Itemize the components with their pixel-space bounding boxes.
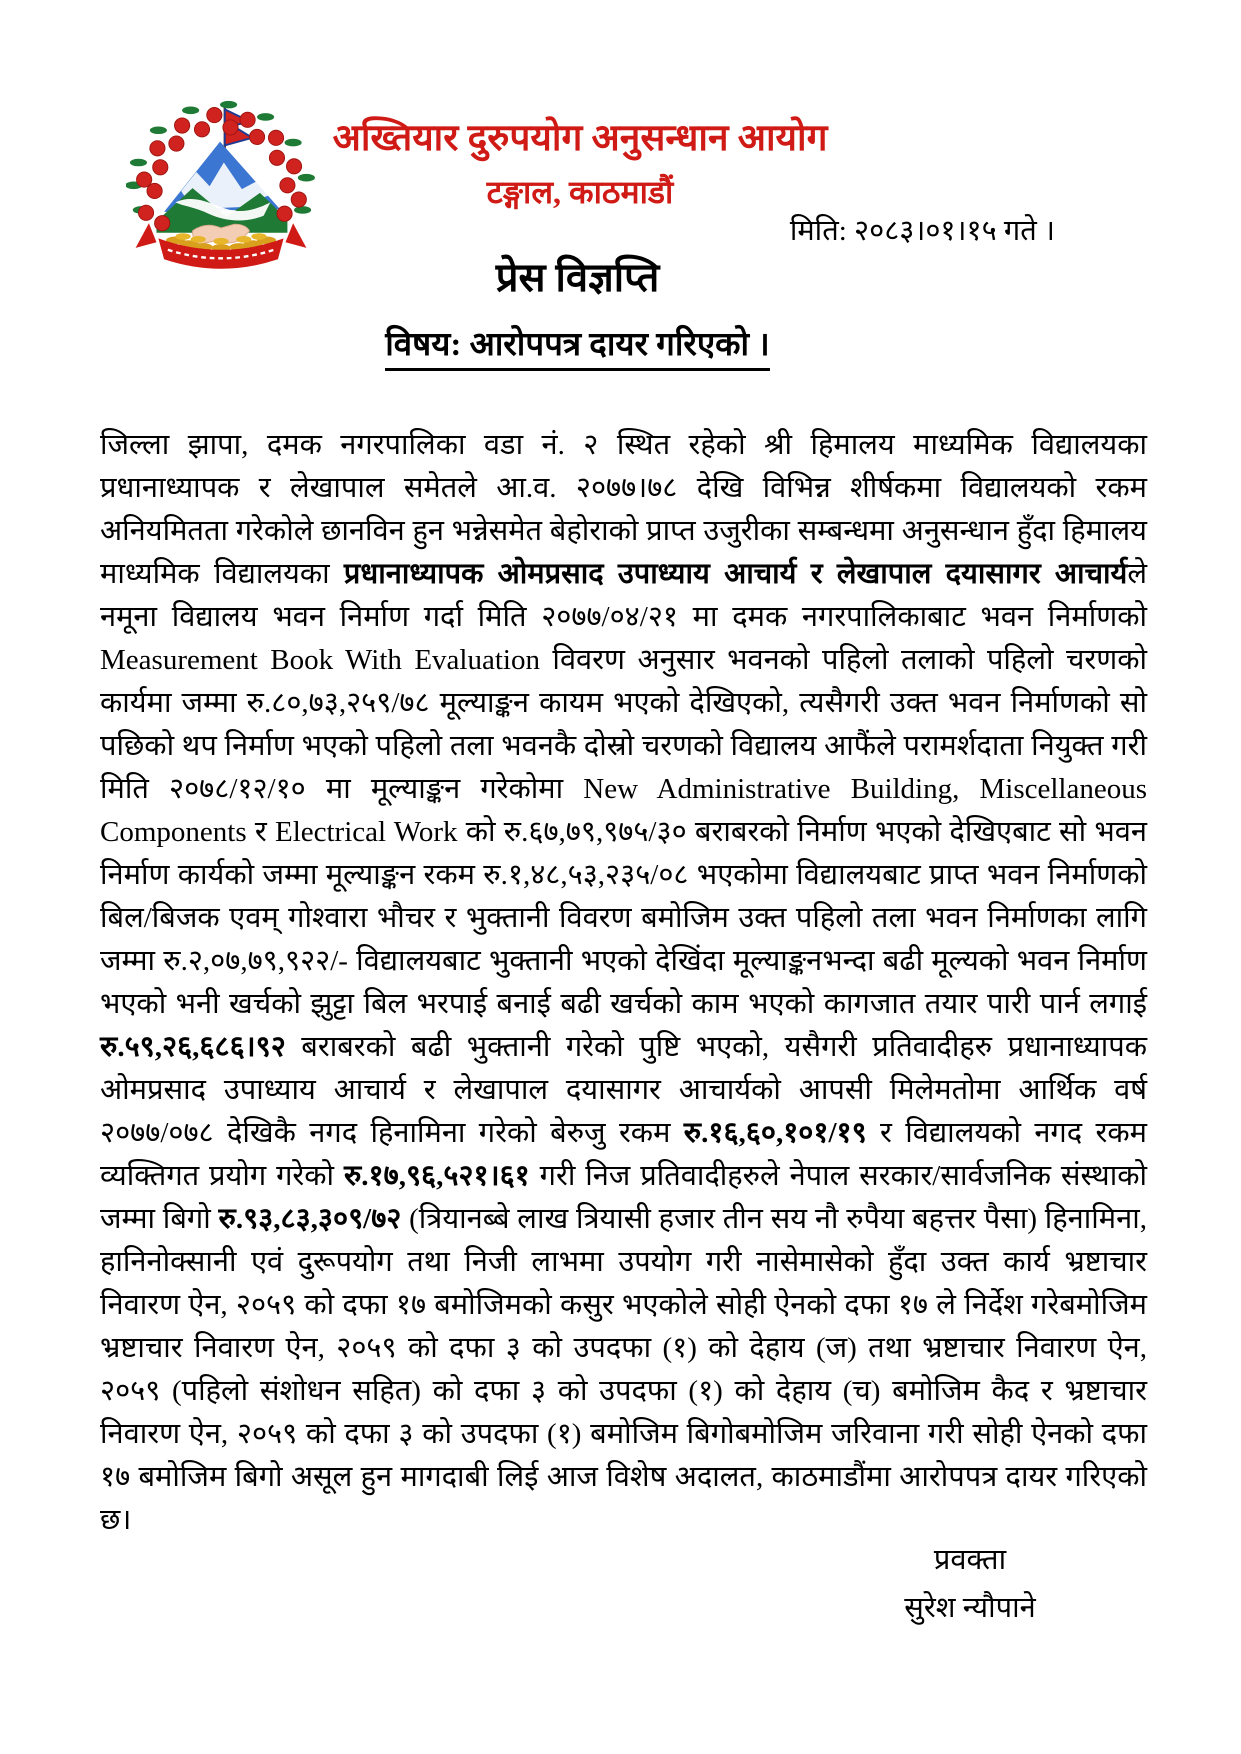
body-segment: (त्रियानब्बे लाख त्रियासी हजार तीन सय नौ रुपैया बहत्तर पैसा) हिनामिना, हानिनोक्सानी एवं दुरूपयोग तथा निजी लाभमा उपयोग गरी नासेमासेको हुँदा उक्त कार्य भ्रष्टाचार निवारण ऐन, २०५९ को दफा १७ बमोजिमको कसुर भएकोले सोही ऐनको दफा १७ ले निर्देश गरेबमोजिम भ्रष्टाचार निवारण ऐन, २०५९ को दफा ३ को उपदफा (१) को देहाय (ज) तथा भ्रष्टाचार निवारण ऐन, २०५९ (पहिलो संशोधन सहित) को दफा ३ को उपदफा (१) को देहाय (च) बमोजिम कैद र भ्रष्टाचार निवारण ऐन, २०५९ को दफा ३ को उपदफा (१) बमोजिम बिगोबमोजिम जरिवाना गरी सोही ऐनको दफा १७ बमोजिम बिगो असूल हुन मागदाबी लिई आज विशेष अदालत, काठमाडौंमा आरोपपत्र दायर गरिएको छ। [100,1203,1147,1536]
date-line: मिति: २०८३।०१।१५ गते । [789,215,1055,247]
body-segment-bold-personal-use-amount: रु.१७,९६,५२१।६१ [343,1160,530,1192]
body-segment: ले नमूना विद्यालय भवन निर्माण गर्दा मिति २०७७/०४/२१ मा दमक नगरपालिकाबाट भवन निर्माणको Measurement Book With Evaluation विवरण अनुसार भवनको पहिलो तलाको पहिलो चरणको कार्यमा जम्मा रु.८०,७३,२५९/७८ मूल्याङ्कन कायम भएको देखिएको, त्यसैगरी उक्त भवन निर्माणको सो पछिको थप निर्माण भएको पहिलो तला भवनकै दोस्रो चरणको विद्यालय आफैंले परामर्शदाता नियुक्त गरी मिति २०७८/१२/१० मा मूल्याङ्कन गरेकोमा New Administrative Building, Miscellaneous Components र Electrical Work को रु.६७,७९,९७५/३० बराबरको निर्माण भएको देखिएबाट सो भवन निर्माण कार्यको जम्मा मूल्याङ्कन रकम रु.१,४८,५३,२३५/०८ भएकोमा विद्यालयबाट प्राप्त भवन निर्माणको बिल/बिजक एवम् गोश्वारा भौचर र भुक्तानी विवरण बमोजिम उक्त पहिलो तला भवन निर्माणका लागि जम्मा रु.२,०७,७९,९२२/- विद्यालयबाट भुक्तानी भएको देखिंदा मूल्याङ्कनभन्दा बढी मूल्यको भवन निर्माण भएको भनी खर्चको झुट्टा बिल भरपाई बनाई बढी खर्चको काम भएको कागजात तयार पारी पार्न लगाई [100,558,1147,1020]
body-segment: बराबरको बढी भुक्तानी गरेको पुष्टि भएको, यसैगरी प्रतिवादीहरु प्रधानाध्यापक ओमप्रसाद उपाध्याय आचार्य र लेखापाल दयासागर आचार्यको आपसी मिलेमतोमा आर्थिक वर्ष २०७७/०७८ देखिकै नगद हिनामिना गरेको बेरुजु रकम [100,1031,1147,1149]
body-segment-bold-arrears-amount: रु.१६,६०,१०१/१९ [683,1117,867,1149]
page-title: प्रेस विज्ञप्ति [495,255,660,300]
body-segment-bold-accused-names: प्रधानाध्यापक ओमप्रसाद उपाध्याय आचार्य र लेखापाल दयासागर आचार्य [343,558,1128,590]
body-paragraph [100,424,1147,1542]
org-name: अख्तियार दुरुपयोग अनुसन्धान आयोग [332,118,828,159]
org-address: टङ्गाल, काठमाडौं [486,174,674,210]
signature-block [860,1536,1080,1632]
body-segment: गरी निज प्रतिवादीहरुले नेपाल सरकार/सार्वजनिक संस्थाको जम्मा बिगो [100,1160,1147,1235]
signatory-name: सुरेश न्यौपाने [904,1592,1036,1624]
body-segment: र विद्यालयको नगद रकम व्यक्तिगत प्रयोग गरेको [100,1117,1147,1192]
body-segment-bold-excess-payment-amount: रु.५९,२६,६८६।९२ [100,1031,286,1063]
signatory-role: प्रवक्ता [933,1544,1007,1576]
subject-line [0,320,1155,371]
subject-text: विषय: आरोपपत्र दायर गरिएको । [385,320,770,371]
body-segment: जिल्ला झापा, दमक नगरपालिका वडा नं. २ स्थित रहेको श्री हिमालय माध्यमिक विद्यालयका प्रधानाध्यापक र लेखापाल समेतले आ.व. २०७७।७८ देखि विभिन्न शीर्षकमा विद्यालयको रकम अनियमितता गरेकोले छानविन हुन भन्नेसमेत बेहोराको प्राप्त उजुरीका सम्बन्धमा अनुसन्धान हुँदा हिमालय माध्यमिक विद्यालयका [100,429,1147,590]
body-segment-bold-total-claim-amount: रु.९३,८३,३०९/७२ [218,1203,402,1235]
